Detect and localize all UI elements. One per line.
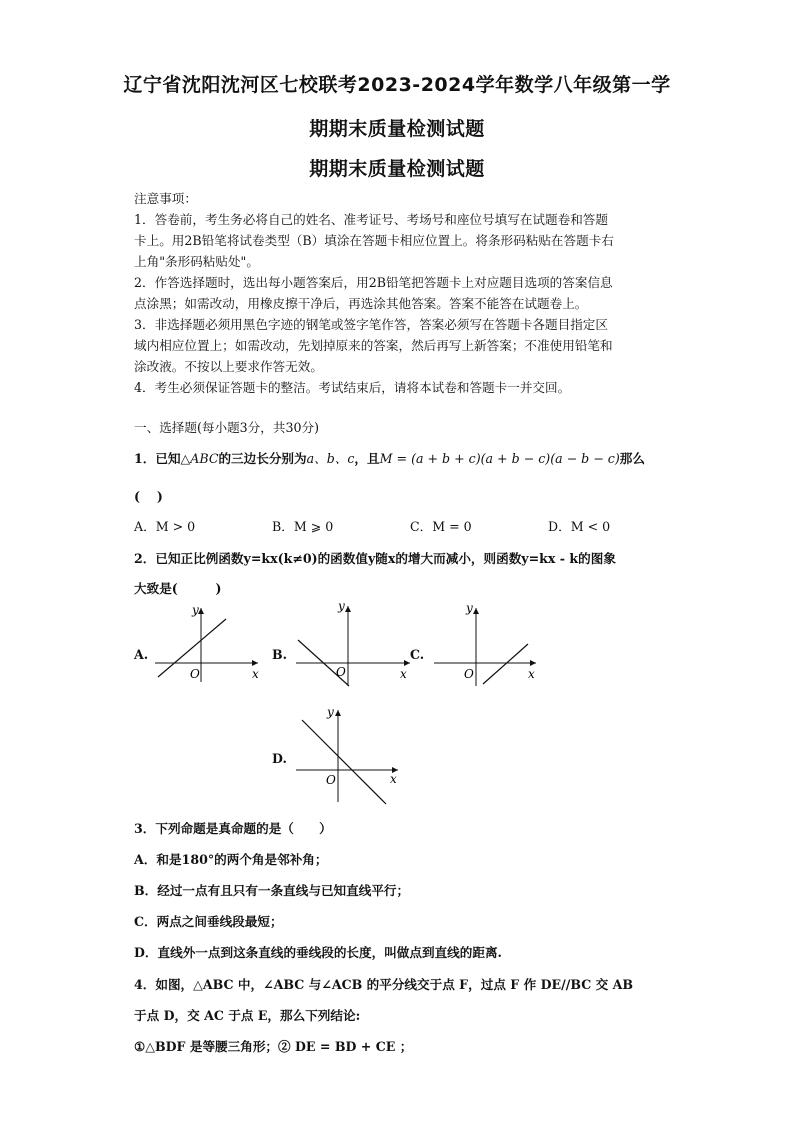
y-axis-label: y <box>338 599 345 613</box>
q2-graph-d <box>292 702 404 806</box>
notes-line: 点涂黑；如需改动，用橡皮擦干净后，再选涂其他答案。答案不能答在试题卷上。 <box>134 296 588 311</box>
q2-stem-line-1: 2．已知正比例函数y=kx(k≠0)的函数值y随x的增大而减小，则函数y=kx - k的图象 <box>134 551 616 566</box>
function-line <box>483 644 528 684</box>
q1-prefix: 1．已知 <box>134 451 181 466</box>
q2-label-c: C. <box>410 647 425 662</box>
y-axis-arrow <box>473 608 479 614</box>
title-line-3: 期期末质量检测试题 <box>309 158 485 180</box>
origin-label: O <box>336 665 346 679</box>
q3-option-b: B．经过一点有且只有一条直线与已知直线平行； <box>134 883 410 898</box>
q1-sides: a、b、c <box>306 451 355 466</box>
notes-line: 涂改液。不按以上要求作答无效。 <box>134 359 323 374</box>
q2-graph-c <box>430 598 542 688</box>
notes-line: 域内相应位置上；如需改动，先划掉原来的答案，然后再写上新答案；不准使用铅笔和 <box>134 338 613 353</box>
notes-heading: 注意事项： <box>134 191 197 206</box>
notes-line: 2．作答选择题时，选出每小题答案后，用2B铅笔把答题卡上对应题目选项的答案信息 <box>134 275 613 290</box>
q4-stem-line-3: ①△BDF 是等腰三角形；② DE = BD + CE ； <box>134 1039 413 1054</box>
title-line-2: 期期末质量检测试题 <box>309 118 485 140</box>
q2-label-b: B. <box>272 647 288 662</box>
q4-stem-line-1: 4．如图，△ABC 中，∠ABC 与∠ACB 的平分线交于点 F，过点 F 作 DE//BC 交 AB <box>134 977 633 992</box>
x-axis-label: x <box>252 667 259 681</box>
notes-line: 1．答卷前，考生务必将自己的姓名、准考证号、考场号和座位号填写在试题卷和答题 <box>134 212 608 227</box>
y-axis-label: y <box>327 705 334 719</box>
x-axis-arrow <box>530 660 536 666</box>
q2-graph-b <box>292 596 414 688</box>
q1-option-a: A．M > 0 <box>134 519 196 534</box>
y-axis-arrow <box>335 710 341 716</box>
notes-line: 卡上。用2B铅笔将试卷类型（B）填涂在答题卡相应位置上。将条形码粘贴在答题卡右 <box>134 233 614 248</box>
q1-option-b: B．M ⩾ 0 <box>272 519 334 534</box>
origin-label: O <box>326 773 336 787</box>
q1-option-c: C．M = 0 <box>410 519 472 534</box>
q1-mid: 的三边长分别为 <box>218 451 307 466</box>
q1-triangle: △ABC <box>180 451 219 466</box>
q2-stem-line-2: 大致是( ) <box>134 581 222 596</box>
notes-line: 3．非选择题必须用黑色字迹的钢笔或签字笔作答，答案必须写在答题卡各题目指定区 <box>134 317 608 332</box>
notes-line: 上角"条形码粘贴处"。 <box>134 254 259 269</box>
q3-option-a: A．和是180°的两个角是邻补角； <box>134 852 328 867</box>
q1-formula: M = (a + b + c)(a + b − c)(a − b − c) <box>379 451 620 466</box>
origin-label: O <box>464 667 474 681</box>
x-axis-label: x <box>390 772 397 786</box>
q1-suffix: 那么 <box>619 451 645 466</box>
title-line-1: 辽宁省沈阳沈河区七校联考2023-2024学年数学八年级第一学 <box>123 74 671 96</box>
q3-option-c: C．两点之间垂线段最短； <box>134 914 283 929</box>
q1-paren: ( ) <box>134 489 163 504</box>
x-axis-label: x <box>400 667 407 681</box>
q4-stem-line-2: 于点 D，交 AC 于点 E，那么下列结论: <box>134 1008 361 1023</box>
q1-option-d: D．M < 0 <box>548 519 611 534</box>
x-axis-label: x <box>528 667 535 681</box>
x-axis-arrow <box>252 660 258 666</box>
notes-line: 4．考生必须保证答题卡的整洁。考试结束后，请将本试卷和答题卡一并交回。 <box>134 380 571 395</box>
q3-stem: 3．下列命题是真命题的是（ ） <box>134 821 332 836</box>
q2-label-d: D. <box>272 751 287 766</box>
y-axis-label: y <box>466 601 473 615</box>
q3-option-d: D．直线外一点到这条直线的垂线段的长度，叫做点到直线的距离. <box>134 945 502 960</box>
q1-mid2: ，且 <box>354 451 380 466</box>
function-line <box>302 720 386 804</box>
origin-label: O <box>190 667 200 681</box>
section-heading: 一、选择题(每小题3分，共30分) <box>134 420 319 435</box>
q2-label-a: A. <box>134 647 149 662</box>
q1-stem <box>134 448 645 467</box>
y-axis-arrow <box>345 606 351 612</box>
q2-graph-a <box>150 598 262 684</box>
y-axis-label: y <box>192 603 199 617</box>
y-axis-arrow <box>198 608 204 614</box>
